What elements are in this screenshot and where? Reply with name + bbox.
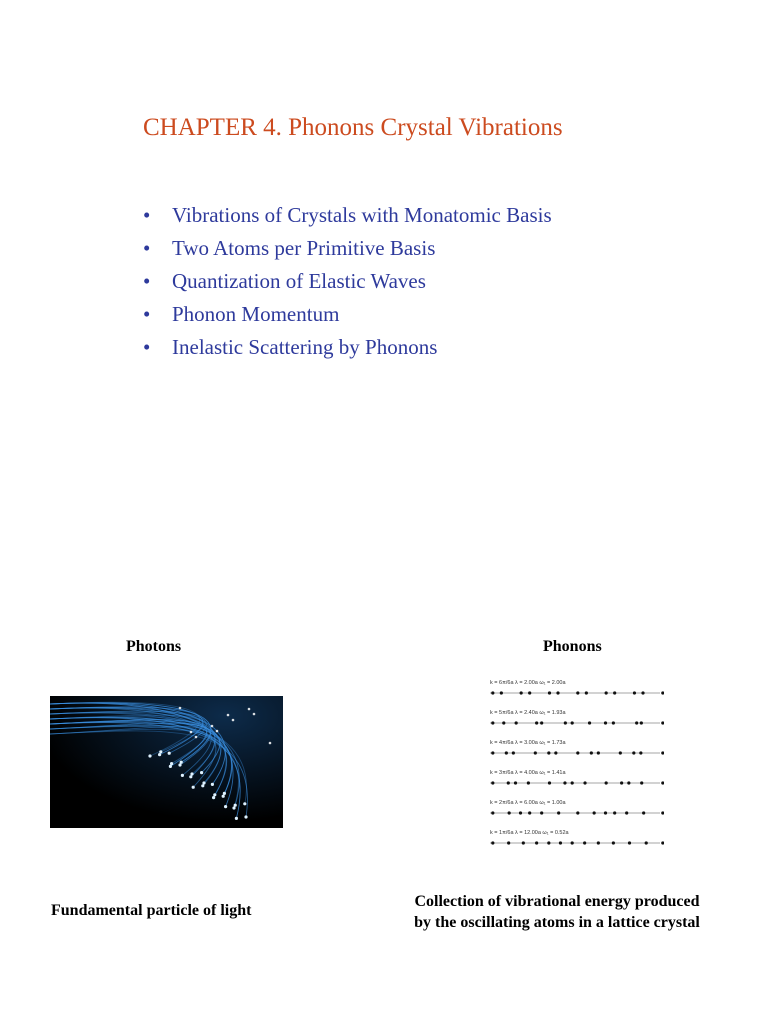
fiber-tip <box>248 708 251 711</box>
atom <box>571 721 574 724</box>
fiber-tip <box>234 804 237 807</box>
diagram-row-label: k = 4π/6a λ = 3.00a ω₁ = 1.73a <box>490 740 566 746</box>
atom <box>588 721 591 724</box>
bullet-icon: • <box>143 302 151 326</box>
bullet-icon: • <box>143 236 151 260</box>
atom <box>527 781 530 784</box>
fiber-tip <box>253 713 256 716</box>
fiber-tip <box>181 774 184 777</box>
bullet-icon: • <box>143 269 151 293</box>
diagram-row-label: k = 5π/6a λ = 2.40a ω₁ = 1.93a <box>490 710 566 716</box>
atom <box>571 781 574 784</box>
fiber-tip <box>212 796 215 799</box>
fiber-tip <box>235 817 238 820</box>
fiber-tip <box>190 772 193 775</box>
fiber-tip <box>223 792 226 795</box>
topic-item <box>143 232 552 265</box>
fiber-tip <box>178 763 181 766</box>
fiber-tip <box>179 707 182 710</box>
atom <box>632 751 635 754</box>
fiber-tip <box>269 742 272 745</box>
atom <box>514 781 517 784</box>
atom <box>535 841 538 844</box>
diagram-row-label: k = 2π/6a λ = 6.00a ω₁ = 1.00a <box>490 800 566 806</box>
atom <box>639 751 642 754</box>
atom <box>593 811 596 814</box>
atom <box>507 841 510 844</box>
fiber-tip <box>213 793 216 796</box>
atom <box>597 841 600 844</box>
fiber-tip <box>159 750 162 753</box>
fiber-tip <box>211 783 214 786</box>
fiber-tip <box>190 731 193 734</box>
fiber-tip <box>200 771 203 774</box>
atom <box>554 751 557 754</box>
diagram-row-label: k = 3π/6a λ = 4.00a ω₁ = 1.41a <box>490 770 566 776</box>
fiber-tip <box>189 775 192 778</box>
atom <box>613 811 616 814</box>
atom <box>571 841 574 844</box>
bullet-icon: • <box>143 335 151 359</box>
atom <box>505 751 508 754</box>
fiber-tip <box>227 714 230 717</box>
atom <box>613 691 616 694</box>
topic-list <box>143 199 552 364</box>
atom <box>605 691 608 694</box>
fiber-tip <box>224 805 227 808</box>
atom <box>522 841 525 844</box>
fiber-tip <box>170 762 173 765</box>
atom <box>576 691 579 694</box>
atom <box>520 691 523 694</box>
atom <box>535 721 538 724</box>
diagram-row-label: k = 6π/6a λ = 2.00a ω₁ = 2.00a <box>490 680 566 686</box>
atom <box>491 691 494 694</box>
atom <box>583 841 586 844</box>
optical-fibers-image <box>50 696 283 828</box>
atom <box>507 781 510 784</box>
atom <box>502 721 505 724</box>
phonons-description-line: by the oscillating atoms in a lattice crystal <box>414 914 700 931</box>
bullet-icon: • <box>143 203 151 227</box>
atom <box>500 691 503 694</box>
topic-item <box>143 298 552 331</box>
topic-label: Two Atoms per Primitive Basis <box>172 236 436 260</box>
atom <box>563 781 566 784</box>
atom <box>590 751 593 754</box>
atom <box>491 721 494 724</box>
atom <box>612 721 615 724</box>
atom <box>512 751 515 754</box>
diagram-row-label: k = 1π/6a λ = 12.00a ω₁ = 0.52a <box>490 830 569 836</box>
atom <box>519 811 522 814</box>
topic-item <box>143 265 552 298</box>
atom <box>491 841 494 844</box>
topic-label: Inelastic Scattering by Phonons <box>172 335 438 359</box>
fiber-tip <box>148 754 151 757</box>
atom <box>625 811 628 814</box>
atom <box>661 841 664 844</box>
fiber-tip <box>168 752 171 755</box>
atom <box>597 751 600 754</box>
lattice-vibration-diagram <box>486 676 664 850</box>
topic-item <box>143 199 552 232</box>
atom <box>661 751 664 754</box>
topic-item <box>143 331 552 364</box>
atom <box>642 811 645 814</box>
atom <box>661 811 664 814</box>
phonons-heading: Phonons <box>543 638 602 655</box>
atom <box>534 751 537 754</box>
fiber-tip <box>216 730 219 733</box>
phonons-description-line: Collection of vibrational energy produced <box>414 893 700 910</box>
atom <box>640 721 643 724</box>
atom <box>641 691 644 694</box>
photons-heading: Photons <box>126 638 182 655</box>
fiber-tip <box>169 765 172 768</box>
atom <box>612 841 615 844</box>
atom <box>604 721 607 724</box>
fiber-tip <box>195 736 198 739</box>
fiber-tip <box>232 806 235 809</box>
topic-label: Vibrations of Crystals with Monatomic Basis <box>172 203 552 227</box>
topic-label: Phonon Momentum <box>172 302 340 326</box>
atom <box>576 751 579 754</box>
atom <box>633 691 636 694</box>
atom <box>515 721 518 724</box>
atom <box>585 691 588 694</box>
fiber-tip <box>202 781 205 784</box>
phonons-description <box>392 891 722 933</box>
atom <box>645 841 648 844</box>
atom <box>508 811 511 814</box>
fiber-tip <box>211 725 214 728</box>
atom <box>583 781 586 784</box>
atom <box>557 811 560 814</box>
fiber-tip <box>222 795 225 798</box>
atom <box>548 781 551 784</box>
atom <box>491 751 494 754</box>
atom <box>547 751 550 754</box>
atom <box>605 781 608 784</box>
chapter-title: CHAPTER 4. Phonons Crystal Vibrations <box>143 114 563 141</box>
atom <box>548 691 551 694</box>
atom <box>619 751 622 754</box>
atom <box>491 811 494 814</box>
atom <box>661 691 664 694</box>
topic-label: Quantization of Elastic Waves <box>172 269 426 293</box>
atom <box>628 841 631 844</box>
fiber-tip <box>232 719 235 722</box>
atom <box>491 781 494 784</box>
fiber-tip <box>243 802 246 805</box>
fiber-tip <box>244 815 247 818</box>
atom <box>540 811 543 814</box>
atom <box>620 781 623 784</box>
atom <box>640 781 643 784</box>
atom <box>547 841 550 844</box>
atom <box>528 811 531 814</box>
atom <box>661 781 664 784</box>
atom <box>627 781 630 784</box>
atom <box>528 691 531 694</box>
fiber-tip <box>201 784 204 787</box>
fiber-tip <box>192 786 195 789</box>
atom <box>661 721 664 724</box>
atom <box>556 691 559 694</box>
atom <box>559 841 562 844</box>
photons-description: Fundamental particle of light <box>51 902 252 919</box>
atom <box>604 811 607 814</box>
atom <box>540 721 543 724</box>
atom <box>635 721 638 724</box>
atom <box>576 811 579 814</box>
fiber-tip <box>180 761 183 764</box>
atom <box>564 721 567 724</box>
fiber-tip <box>158 753 161 756</box>
